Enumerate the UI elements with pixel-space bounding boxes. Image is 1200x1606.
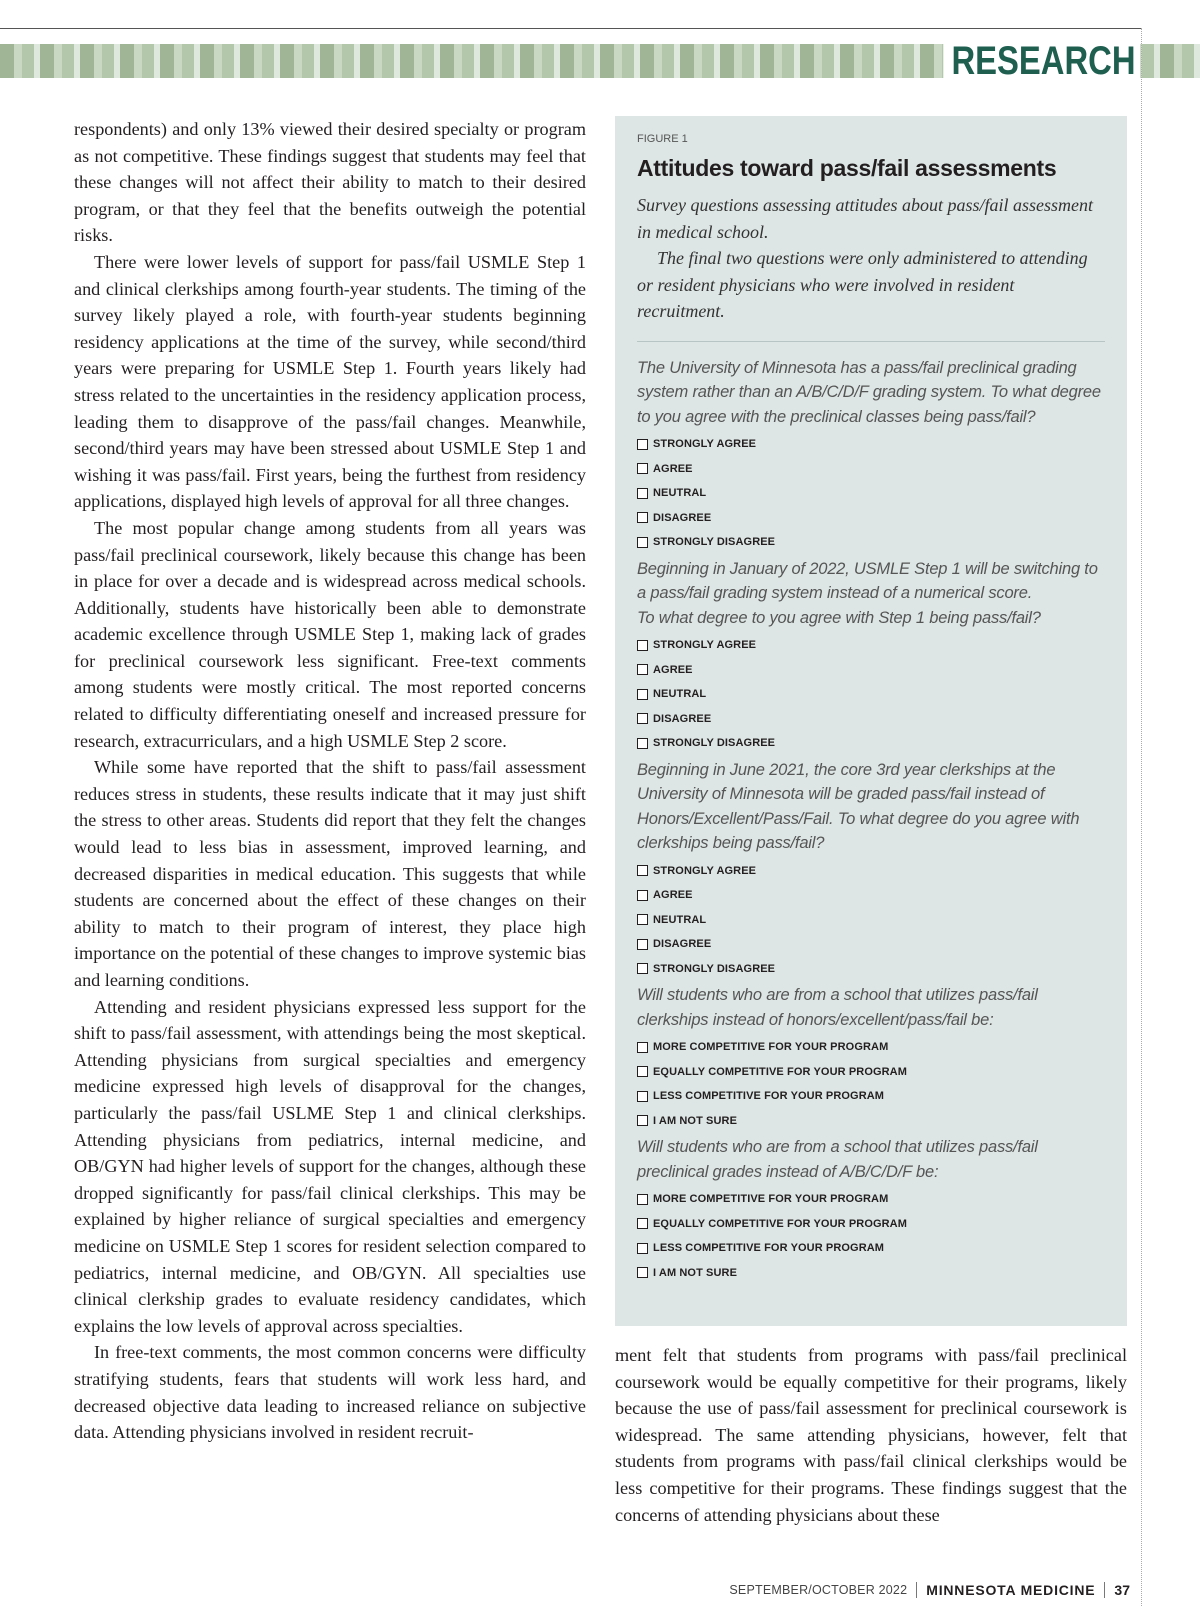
option-item[interactable]	[637, 1084, 1105, 1109]
option-item[interactable]	[637, 432, 1105, 457]
option-label: AGREE	[653, 462, 693, 475]
checkbox-icon[interactable]	[637, 488, 648, 499]
left-column	[74, 116, 586, 1446]
option-label: STRONGLY AGREE	[653, 438, 757, 451]
figure-divider	[637, 341, 1105, 342]
option-label: MORE COMPETITIVE FOR YOUR PROGRAM	[653, 1193, 889, 1206]
paragraph: In free-text comments, the most common concerns were difficulty stratifying students, fears that students will work less hard, and decreased objective data leading to increased reliance on subjective data. Attending physicians involved in resident recruit-	[74, 1342, 586, 1443]
option-item[interactable]	[637, 633, 1105, 658]
option-label: EQUALLY COMPETITIVE FOR YOUR PROGRAM	[653, 1217, 907, 1230]
figure-caption-note: The final two questions were only administered to attending or resident physicians who were involved in resident recruitment.	[637, 248, 1088, 321]
option-item[interactable]	[637, 957, 1105, 982]
checkbox-icon[interactable]	[637, 1066, 648, 1077]
option-list	[637, 1035, 1105, 1133]
issue-date: SEPTEMBER/OCTOBER 2022	[729, 1583, 908, 1597]
option-label: NEUTRAL	[653, 913, 707, 926]
checkbox-icon[interactable]	[637, 512, 648, 523]
option-label: NEUTRAL	[653, 688, 707, 701]
checkbox-icon[interactable]	[637, 939, 648, 950]
checkbox-icon[interactable]	[637, 865, 648, 876]
option-label: EQUALLY COMPETITIVE FOR YOUR PROGRAM	[653, 1065, 907, 1078]
option-label: DISAGREE	[653, 712, 712, 725]
checkbox-icon[interactable]	[637, 890, 648, 901]
option-item[interactable]	[637, 707, 1105, 732]
option-label: I AM NOT SURE	[653, 1266, 738, 1279]
option-item[interactable]	[637, 1060, 1105, 1085]
checkbox-icon[interactable]	[637, 1115, 648, 1126]
option-item[interactable]	[637, 1236, 1105, 1261]
option-list	[637, 1187, 1105, 1285]
paragraph: Attending and resident physicians expressed less support for the shift to pass/fail assessment, with attendings being the most skeptical. Attending physicians from surgical specialties and emergency medicine expressed high levels of disapproval for the changes, particularly the pass/fail USLME Step 1 and clinical clerkships. Attending physicians from pediatrics, internal medicine, and OB/GYN had higher levels of support for the changes, although these dropped significantly for pass/fail clinical clerkships. This may be explained by higher reliance of surgical specialties and emergency medicine on USMLE Step 1 scores for resident selection compared to pediatrics, internal medicine, and OB/GYN. All specialties use clinical clerkship grades to evaluate residency candidates, which explains the low levels of approval across specialties.	[74, 996, 586, 1336]
checkbox-icon[interactable]	[637, 738, 648, 749]
survey-question-line: To what degree to you agree with Step 1 being pass/fail?	[637, 608, 1041, 627]
survey-question: Will students who are from a school that utilizes pass/fail clerkships instead of honors/excellent/pass/fail be:	[637, 986, 1038, 1029]
paragraph: While some have reported that the shift to pass/fail assessment reduces stress in students, these results indicate that it may just shift the stress to other areas. Students did report that they felt the changes would lead to less bias in assessment, improved learning, and decreased disparities in medical education. This suggests that while students are concerned about the effect of these changes on their ability to match to their program of interest, they place high importance on the potential of these changes to improve systemic bias and learning conditions.	[74, 757, 586, 990]
figure-title: Attitudes toward pass/fail assessments	[637, 155, 1057, 181]
footer-divider	[1104, 1582, 1105, 1598]
checkbox-icon[interactable]	[637, 664, 648, 675]
checkbox-icon[interactable]	[637, 1267, 648, 1278]
checkbox-icon[interactable]	[637, 1091, 648, 1102]
option-item[interactable]	[637, 1187, 1105, 1212]
option-label: NEUTRAL	[653, 487, 707, 500]
option-label: STRONGLY DISAGREE	[653, 962, 776, 975]
option-item[interactable]	[637, 731, 1105, 756]
survey-question: Will students who are from a school that utilizes pass/fail preclinical grades instead of A/B/C/D/F be:	[637, 1138, 1038, 1181]
option-list	[637, 859, 1105, 982]
page-edge	[1141, 28, 1142, 1606]
checkbox-icon[interactable]	[637, 537, 648, 548]
option-item[interactable]	[637, 506, 1105, 531]
option-item[interactable]	[637, 1212, 1105, 1237]
survey-question: Beginning in January of 2022, USMLE Step 1 will be switching to a pass/fail grading system instead of a numerical score.	[637, 559, 1098, 602]
option-label: STRONGLY AGREE	[653, 639, 757, 652]
option-item[interactable]	[637, 682, 1105, 707]
option-item[interactable]	[637, 658, 1105, 683]
checkbox-icon[interactable]	[637, 713, 648, 724]
paragraph: The most popular change among students from all years was pass/fail preclinical coursework, likely because this change has been in place for over a decade and is widespread across medical schools. Additionally, students have historically been able to demonstrate academic excellence through USMLE Step 1, making lack of grades for preclinical coursework less significant. Free-text comments among students were mostly critical. The most reported concerns related to difficulty differentiating oneself and increased pressure for research, extracurriculars, and a high USMLE Step 2 score.	[74, 517, 586, 751]
checkbox-icon[interactable]	[637, 914, 648, 925]
option-item[interactable]	[637, 1035, 1105, 1060]
option-label: DISAGREE	[653, 511, 712, 524]
option-label: STRONGLY DISAGREE	[653, 737, 776, 750]
option-label: AGREE	[653, 663, 693, 676]
checkbox-icon[interactable]	[637, 1218, 648, 1229]
paragraph: ment felt that students from programs with pass/fail preclinical coursework would be equally competitive for their programs, likely because the use of pass/fail assessment for preclinical coursework is widespread. The same attending physicians, however, felt that students from programs with pass/fail clinical clerkships would be less competitive for their programs. These findings suggest that the concerns of attending physicians about these	[615, 1345, 1127, 1525]
option-label: AGREE	[653, 889, 693, 902]
checkbox-icon[interactable]	[637, 640, 648, 651]
paragraph: respondents) and only 13% viewed their desired specialty or program as not competitive. These findings suggest that students may feel that these changes will not affect their ability to match to their desired program, or that they feel that the benefits outweigh the potential risks.	[74, 119, 586, 246]
option-label: I AM NOT SURE	[653, 1114, 738, 1127]
option-item[interactable]	[637, 932, 1105, 957]
option-item[interactable]	[637, 1109, 1105, 1134]
footer-divider	[916, 1582, 917, 1598]
checkbox-icon[interactable]	[637, 1042, 648, 1053]
option-label: MORE COMPETITIVE FOR YOUR PROGRAM	[653, 1041, 889, 1054]
top-rule	[0, 28, 1142, 29]
survey-question: Beginning in June 2021, the core 3rd year clerkships at the University of Minnesota will be graded pass/fail instead of Honors/Excellent/Pass/Fail. To what degree do you agree with clerkships being pass/fail?	[637, 760, 1080, 852]
option-label: DISAGREE	[653, 938, 712, 951]
survey-question: The University of Minnesota has a pass/fail preclinical grading system rather than an A/B/C/D/F grading system. To what degree to you agree with the preclinical classes being pass/fail?	[637, 358, 1101, 426]
option-item[interactable]	[637, 859, 1105, 884]
checkbox-icon[interactable]	[637, 963, 648, 974]
magazine-name: MINNESOTA MEDICINE	[926, 1582, 1096, 1598]
option-item[interactable]	[637, 1261, 1105, 1286]
option-list	[637, 432, 1105, 555]
option-list	[637, 633, 1105, 756]
option-label: STRONGLY AGREE	[653, 864, 757, 877]
checkbox-icon[interactable]	[637, 689, 648, 700]
figure-label: FIGURE 1	[637, 133, 688, 145]
checkbox-icon[interactable]	[637, 439, 648, 450]
option-label: STRONGLY DISAGREE	[653, 536, 776, 549]
option-item[interactable]	[637, 457, 1105, 482]
option-label: LESS COMPETITIVE FOR YOUR PROGRAM	[653, 1090, 885, 1103]
option-item[interactable]	[637, 908, 1105, 933]
figure-caption: Survey questions assessing attitudes about pass/fail assessment in medical school.	[637, 195, 1093, 242]
checkbox-icon[interactable]	[637, 1243, 648, 1254]
checkbox-icon[interactable]	[637, 463, 648, 474]
checkbox-icon[interactable]	[637, 1194, 648, 1205]
right-column	[615, 1342, 1127, 1528]
page-footer	[729, 1582, 1130, 1598]
page-number: 37	[1114, 1582, 1130, 1598]
option-item[interactable]	[637, 530, 1105, 555]
section-label: RESEARCH	[943, 40, 1140, 82]
option-item[interactable]	[637, 481, 1105, 506]
option-item[interactable]	[637, 883, 1105, 908]
figure-box	[615, 116, 1127, 1326]
option-label: LESS COMPETITIVE FOR YOUR PROGRAM	[653, 1242, 885, 1255]
paragraph: There were lower levels of support for pass/fail USMLE Step 1 and clinical clerkships among fourth-year students. The timing of the survey likely played a role, with fourth-year students beginning residency applications at the time of the survey, while second/third years were preparing for USMLE Step 1. Fourth years likely had stress related to the uncertainties in the residency application process, leading them to disapprove of the pass/fail changes. Meanwhile, second/third years may have been stressed about USMLE Step 1 and wishing it was pass/fail. First years, being the furthest from residency applications, displayed high levels of approval for all three changes.	[74, 251, 586, 512]
section-banner	[0, 39, 1200, 83]
